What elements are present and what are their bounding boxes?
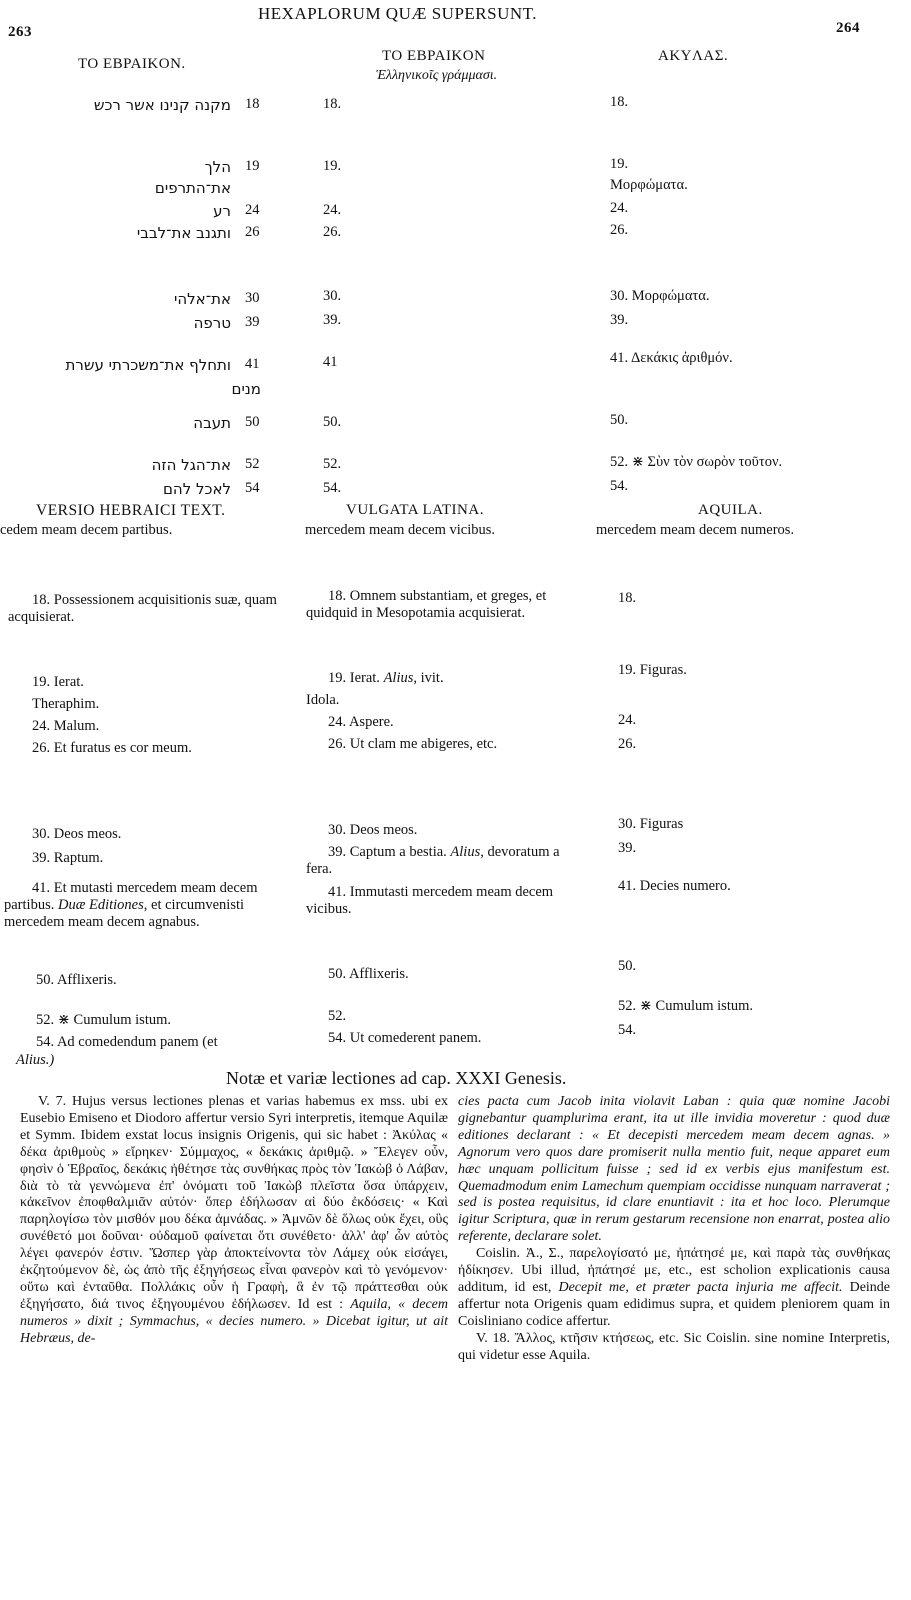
- vulgata-39: [306, 844, 588, 878]
- aquila-latin-54: 54.: [618, 1022, 637, 1038]
- vulgata-19-rest: , ivit.: [413, 670, 444, 686]
- versio-52: 52. ⋇ Cumulum istum.: [36, 1012, 172, 1028]
- vulgata-41: 41. Immutasti mercedem meam decem vicibus.: [306, 884, 554, 917]
- versio-50: 50. Afflixeris.: [36, 972, 117, 988]
- versio-continuation: cedem meam decem partibus.: [0, 522, 173, 538]
- hebrew-19b: את־התרפים: [154, 179, 231, 197]
- vulgata-19: [328, 670, 444, 687]
- heading-aquila-greek: AKYΛAΣ.: [658, 48, 729, 64]
- notes-left-text: V. 7. Hujus versus lectiones plenas et varias habemus ex mss. ubi ex Eusebio Emiseno et Diodoro affertur versio Syri interpretis, itemque Aquilæ et Symm. Ibidem exstat locus insignis Origenis, qui sic habet : Ἀκύλας « δέκα ἀριθμοὺς » εἴρηκεν· Σύμμαχος, « δεκάκις ἀριθμῷ. » Ἔλεγεν οὖν, φησὶν ὁ Ἑβραῖος, δεκάκις ἠθέτησε τὰς συνθήκας πρὸς τὸν Ἰακὼβ ὁ Λάβαν, διὰ τὸ τὰ γεννώμενα ἐπ' ὀνόματι τοῦ Ἰακὼβ πλεῖστα ὅσα ὑπάρχειν, κἀκεῖνον ἐποφθαλμιᾶν αὐτόν· ὅπερ ἐδήλωσαν αἱ δύο ἐκδόσεις· « Καὶ παρηλογίσω τὸν μισθόν μου δέκα ἀμνάδας. » Ἀμνῶν δὲ ὅλως οὐκ ἔχει, οὓς συνέθετό μοι δοῦναι· οὐδαμοῦ φαίνεται ὅτι συνέθετο· ἀλλ' ἀφ' ὧν αὐτὸς λέγει φανερόν ἐστιν. Ὥσπερ γὰρ ἀποκτείνοντα τὸν Λάμεχ οὐκ εἰσάγει, ἐκζητούμενον δὲ, ὡς ἀπὸ τῆς ἐξηγήσεως εἶναι φανερὸν καὶ τὸ γενόμενον· οὕτω καὶ ἐνταῦθα. Πολλάκις οὖν ἡ Γραφὴ, ἃ ἐν τῷ πράττεσθαι οὐκ ἐξηγήσατο, διά τινος ἐξηγουμένου ἐδήλωσεν. Id est :: [20, 1094, 448, 1312]
- versio-39: 39. Raptum.: [32, 850, 104, 866]
- vulgata-39-rest: , devoratum a fera.: [306, 844, 560, 877]
- aquila-latin-19: 19. Figuras.: [618, 662, 687, 678]
- greek-50: 50.: [323, 414, 342, 430]
- heading-greek-letters: TO EBPAIKON: [382, 48, 486, 64]
- heading-versio: VERSIO HEBRAICI TEXT.: [36, 502, 226, 519]
- versio-41-rest: , et circumvenisti mercedem meam decem agnabus.: [4, 897, 245, 930]
- greek-39: 39.: [323, 312, 342, 328]
- versio-41: [4, 880, 294, 931]
- notes-left-paragraph: [20, 1094, 448, 1348]
- vulgata-54: 54. Ut comederent panem.: [328, 1030, 482, 1046]
- versio-24: 24. Malum.: [32, 718, 100, 734]
- heading-aquila-latin: AQUILA.: [698, 502, 763, 518]
- vulgata-30: 30. Deos meos.: [328, 822, 418, 838]
- versio-41-text: 41. Et mutasti mercedem meam decem partibus.: [4, 880, 258, 913]
- greek-26: 26.: [323, 224, 342, 240]
- aquila-greek-19b: Μορφώματα.: [610, 177, 688, 193]
- hebrew-num-18: 18: [245, 96, 260, 112]
- notes-right-coislin-rest: Deinde affertur nota Origenis quam edidimus supra, et quidem pleniorem quam in Coisliniano codice affertur.: [458, 1279, 891, 1329]
- hebrew-num-30: 30: [245, 290, 260, 306]
- hebrew-18: מקנה קנינו אשר רכש: [93, 96, 231, 114]
- hebrew-52: את־הגל הזה: [151, 456, 231, 474]
- vulgata-26: 26. Ut clam me abigeres, etc.: [328, 736, 498, 752]
- aquila-greek-30: 30. Μορφώματα.: [610, 288, 710, 304]
- hebrew-41b: מנים: [231, 380, 261, 398]
- vulgata-18: 18. Omnem substantiam, et greges, et quidquid in Mesopotamia acquisierat.: [306, 588, 547, 621]
- versio-54: 54. Ad comedendum panem (et: [36, 1034, 218, 1050]
- aquila-greek-26: 26.: [610, 222, 629, 238]
- hebrew-24: רע: [213, 202, 231, 220]
- greek-18: 18.: [323, 96, 342, 112]
- aquila-latin-41: 41. Decies numero.: [618, 878, 731, 894]
- notes-right-v18: V. 18. Ἄλλος, κτῆσιν κτήσεως, etc. Sic Coislin. sine nomine Interpretis, qui videtur esse Aquila.: [458, 1330, 890, 1363]
- versio-18: 18. Possessionem acquisitionis suæ, quam acquisierat.: [8, 592, 277, 625]
- hebrew-19: הלך: [204, 158, 231, 176]
- notes-title: Notæ et variæ lectiones ad cap. XXXI Genesis.: [226, 1068, 567, 1088]
- versio-54-italic: Alius.): [16, 1052, 55, 1068]
- vulgata-19-text: 19. Ierat.: [328, 670, 380, 686]
- notes-left-italic: Aquila, « decem numeros » dixit ; Symmachus, « decies numero. » Dicebat igitur, ut ait Hebræus, de-: [20, 1296, 449, 1346]
- hebrew-num-24: 24: [245, 202, 260, 218]
- page-number-left: 263: [8, 24, 32, 40]
- hebrew-num-41: 41: [245, 356, 260, 372]
- greek-30: 30.: [323, 288, 342, 304]
- aquila-latin-continuation: mercedem meam decem numeros.: [596, 522, 795, 538]
- aquila-latin-39: 39.: [618, 840, 637, 856]
- hebrew-41: ותחלף את־משכרתי עשרת: [65, 356, 231, 374]
- notes-right-italic-paragraph: cies pacta cum Jacob inita violavit Laban : quia quæ nomine Jacobi gignebantur quamplurima erant, ita ut ille invidia moveretur : quod duæ editiones declarant : « Et decepisti mercedem meam decem agnas. » Agnorum vero quos dare promiserit nulla mentio fuit, neque apparet eum hæc unquam pollicitum fuisse ; sed id ex verbis ejus manifestum est. Quemadmodum enim Lamechum quempiam occidisse nunquam narraverat ; sed is postea requisitus, id clare enuntiavit : ita et hoc loco. Plerumque igitur Scriptura, quæ in rerum gestarum recensione non enarrat, postea alio referente, declarare solet.: [458, 1094, 890, 1245]
- running-title: HEXAPLORUM QUÆ SUPERSUNT.: [258, 4, 538, 23]
- hebrew-num-52: 52: [245, 456, 260, 472]
- hebrew-30: את־אלהי: [173, 290, 231, 308]
- heading-vulgata: VULGATA LATINA.: [346, 502, 484, 518]
- notes-right-column: [458, 1094, 890, 1365]
- notes-right-coislin-italic: Decepit me, et præter pacta injuria me affecit.: [558, 1279, 843, 1295]
- aquila-greek-18: 18.: [610, 94, 629, 110]
- heading-hebrew: TO EBPAIKON.: [78, 56, 186, 72]
- greek-41: 41: [323, 354, 338, 370]
- hebrew-54: לאכל להם: [162, 480, 231, 498]
- vulgata-39-text: 39. Captum a bestia.: [328, 844, 447, 860]
- aquila-greek-52: 52. ⋇ Σὺν τὸν σωρὸν τοῦτον.: [610, 454, 783, 470]
- hebrew-num-19: 19: [245, 158, 260, 174]
- greek-19: 19.: [323, 158, 342, 174]
- hebrew-50: תעבה: [193, 414, 231, 432]
- aquila-greek-24: 24.: [610, 200, 629, 216]
- hebrew-num-39: 39: [245, 314, 260, 330]
- vulgata-19-italic: Alius: [383, 670, 414, 686]
- hebrew-26: ותגנב את־לבבי: [136, 224, 231, 242]
- greek-54: 54.: [323, 480, 342, 496]
- aquila-greek-41: 41. Δεκάκις ἀριθμόν.: [610, 350, 733, 366]
- hebrew-39: טרפה: [193, 314, 231, 332]
- versio-26: 26. Et furatus es cor meum.: [32, 740, 192, 756]
- aquila-latin-24: 24.: [618, 712, 637, 728]
- vulgata-52: 52.: [328, 1008, 347, 1024]
- aquila-latin-18: 18.: [618, 590, 637, 606]
- aquila-greek-19: 19.: [610, 156, 629, 172]
- aquila-latin-52: 52. ⋇ Cumulum istum.: [618, 998, 754, 1014]
- vulgata-24: 24. Aspere.: [328, 714, 394, 730]
- hebrew-num-26: 26: [245, 224, 260, 240]
- versio-30: 30. Deos meos.: [32, 826, 122, 842]
- hebrew-num-50: 50: [245, 414, 260, 430]
- greek-52: 52.: [323, 456, 342, 472]
- notes-right-coislin: [458, 1246, 890, 1331]
- notes-right-coislin-text: Coislin. Ἀ., Σ., παρελογίσατό με, ἠπάτησέ με, καὶ παρὰ τὰς συνθήκας ἠδίκησεν. Ubi illud, ἠπάτησέ με, etc., est scholion explicationis causa additum, id est,: [458, 1246, 890, 1295]
- versio-41-italic: Duæ Editiones: [57, 897, 144, 913]
- vulgata-continuation: mercedem meam decem vicibus.: [305, 522, 496, 538]
- aquila-greek-50: 50.: [610, 412, 629, 428]
- versio-19: 19. Ierat.: [32, 674, 84, 690]
- hebrew-num-54: 54: [245, 480, 260, 496]
- aquila-latin-26: 26.: [618, 736, 637, 752]
- page-number-right: 264: [836, 20, 860, 36]
- notes-left-column: [20, 1094, 448, 1348]
- aquila-latin-50: 50.: [618, 958, 637, 974]
- vulgata-50: 50. Afflixeris.: [328, 966, 409, 982]
- vulgata-39-italic: Alius: [450, 844, 481, 860]
- aquila-latin-30: 30. Figuras: [618, 816, 684, 832]
- heading-greek-letters-sub: Ἑλληνικοῖς γράμμασι.: [376, 68, 498, 83]
- vulgata-idola: Idola.: [306, 692, 340, 708]
- greek-24: 24.: [323, 202, 342, 218]
- aquila-greek-39: 39.: [610, 312, 629, 328]
- aquila-greek-54: 54.: [610, 478, 629, 494]
- versio-theraphim: Theraphim.: [32, 696, 100, 712]
